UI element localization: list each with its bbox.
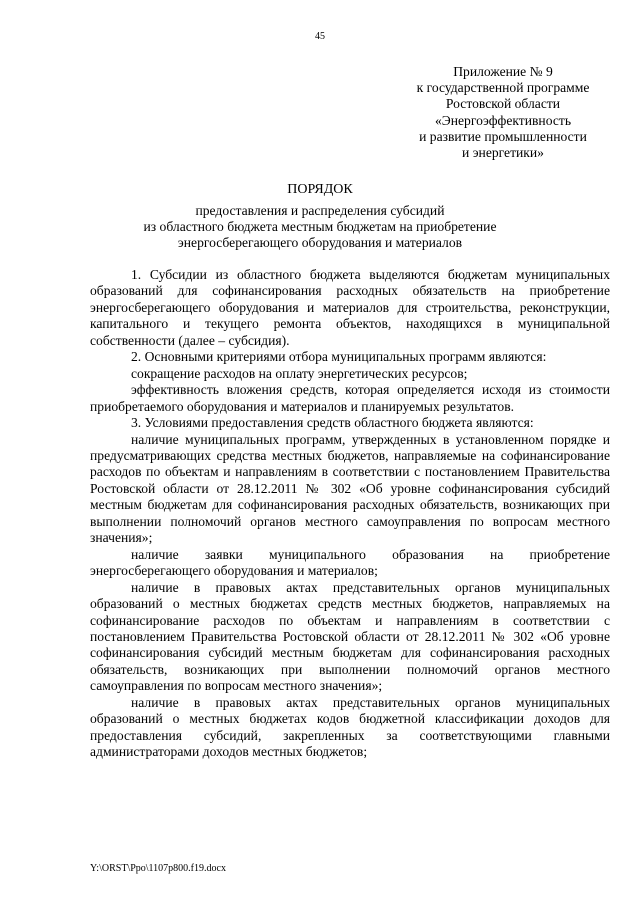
paragraph-7: наличие заявки муниципального образования на приобретение энергосберегающего оборудования и материалов; — [90, 546, 610, 579]
subtitle-line: предоставления и распределения субсидий — [195, 203, 445, 218]
document-subtitle — [0, 203, 640, 252]
paragraph-5: 3. Условиями предоставления средств областного бюджета являются: — [131, 415, 534, 431]
document-title: ПОРЯДОК — [287, 182, 353, 197]
paragraph-2: 2. Основными критериями отбора муниципальных программ являются: — [131, 349, 547, 365]
appendix-header — [388, 64, 618, 161]
appendix-line: Ростовской области — [445, 96, 561, 112]
appendix-line: к государственной программе — [416, 80, 590, 96]
subtitle-line: энергосберегающего оборудования и материалов — [177, 235, 463, 251]
paragraph-6: наличие муниципальных программ, утвержденных в установленном порядке и предусматривающих средства местных бюджетов, направляемые на софинансирование расходов по объектам и направлениям в соответствии с постановлением Правительства Ростовской области от 28.12.2011 № 302 «Об уровне софинансирования субсидий местным бюджетам для софинансирования расходных обязательств, возникающих при выполнении полномочий органов местного самоуправления по вопросам местного значения»; — [90, 431, 610, 546]
appendix-line: «Энергоэффективность — [434, 112, 572, 128]
document-body — [90, 267, 610, 761]
paragraph-8: наличие в правовых актах представительных органов муниципальных образований о местных бюджетах средств местных бюджетов, направляемых на софинансирование расходов по объектам и направлениям в соответствии с постановлением Правительства Ростовской области от 28.12.2011 № 302 «Об уровне софинансирования субсидий местным бюджетам для софинансирования расходных обязательств, возникающих при выполнении полномочий органов местного самоуправления по вопросам местного значения»; — [90, 579, 610, 694]
appendix-line: и энергетики» — [462, 145, 544, 161]
page-number: 45 — [315, 31, 325, 42]
file-path-footer: Y:\ORST\Ppo\1107p800.f19.docx — [90, 863, 226, 874]
paragraph-3: сокращение расходов на оплату энергетических ресурсов; — [131, 365, 468, 381]
paragraph-4: эффективность вложения средств, которая определяется исходя из стоимости приобретаемого оборудования и материалов и планируемых результатов. — [90, 382, 610, 414]
appendix-line: и развитие промышленности — [419, 128, 587, 144]
paragraph-1: 1. Субсидии из областного бюджета выделяются бюджетам муниципальных образований для софинансирования расходных обязательств на приобретение энергосберегающего оборудования и материалов для строительства, реконструкции, капитального и текущего ремонта объектов, находящихся в муниципальной собственности (далее – субсидия). — [90, 267, 610, 348]
appendix-line: Приложение № 9 — [453, 64, 553, 79]
paragraph-9: наличие в правовых актах представительных органов муниципальных образований о местных бюджетах кодов бюджетной классификации доходов для предоставления субсидий, закрепленных за соответствующими главными администраторами доходов местных бюджетов; — [90, 694, 610, 760]
subtitle-line: из областного бюджета местным бюджетам на приобретение — [143, 219, 497, 235]
